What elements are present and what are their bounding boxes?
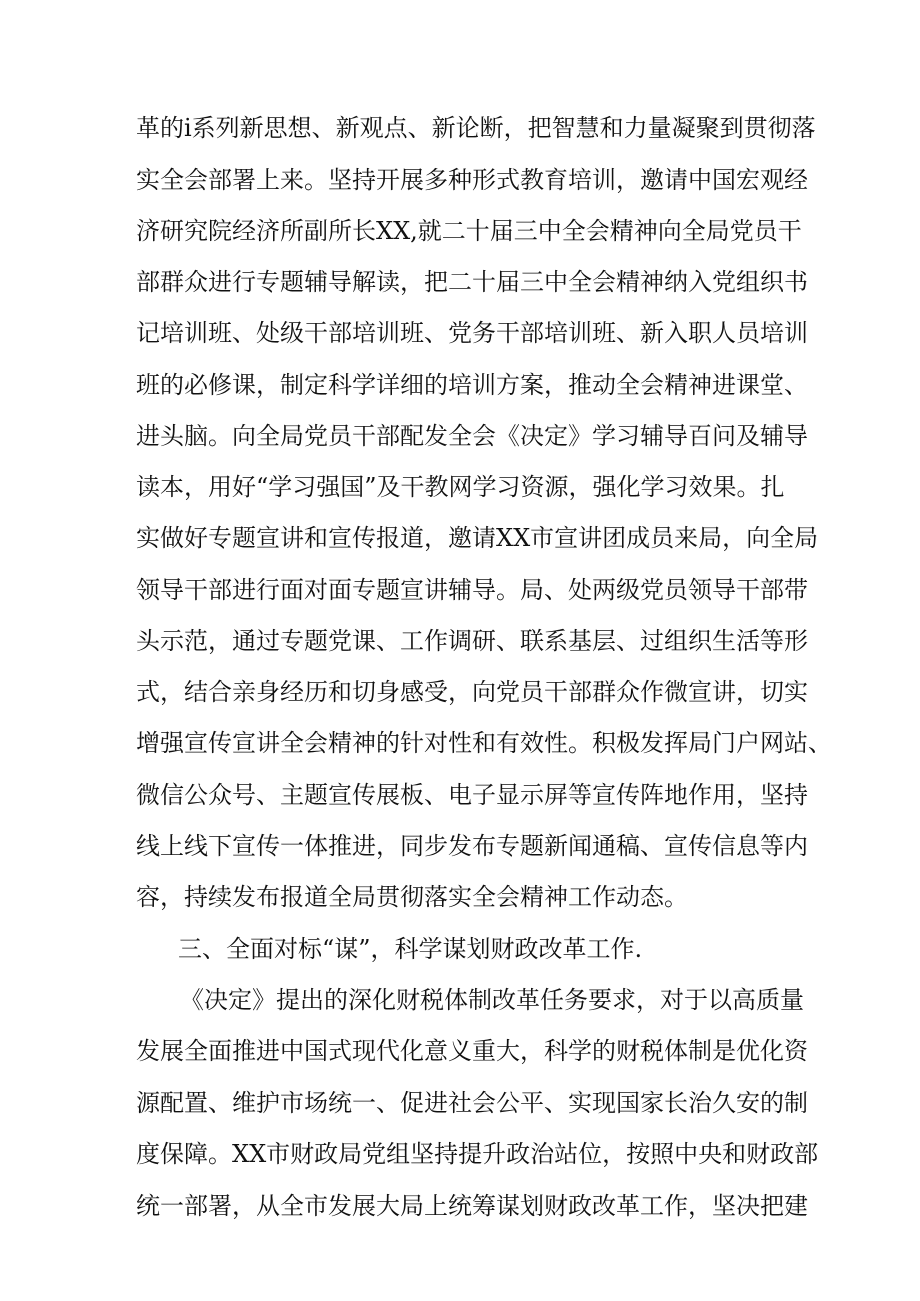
body-line: 度保障。XX市财政局党组坚持提升政治站位，按照中央和财政部 (136, 1140, 819, 1168)
body-line: 实全会部署上来。坚持开展多种形式教育培训，邀请中国宏观经 (136, 166, 808, 194)
body-line: 源配置、维护市场统一、促进社会公平、实现国家长治久安的制 (136, 1089, 808, 1117)
body-line: 革的i系列新思想、新观点、新论断，把智慧和力量凝聚到贯彻落 (136, 114, 816, 142)
body-line: 济研究院经济所副所长XX,就二十届三中全会精神向全局党员干 (136, 217, 802, 245)
body-line: 式，结合亲身经历和切身感受，向党员干部群众作微宣讲，切实 (136, 678, 808, 706)
body-line: 增强宣传宣讲全会精神的针对性和有效性。积极发挥局门户网站、 (136, 729, 832, 757)
body-line: 班的必修课，制定科学详细的培训方案，推动全会精神进课堂、 (136, 371, 808, 399)
body-line: 进头脑。向全局党员干部配发全会《决定》学习辅导百问及辅导 (136, 422, 808, 450)
body-line: 容，持续发布报道全局贯彻落实全会精神工作动态。 (136, 883, 688, 911)
body-line: 《决定》提出的深化财税体制改革任务要求，对于以高质量 (180, 986, 804, 1014)
body-line: 读本，用好“学习强国”及干教网学习资源，强化学习效果。扎 (136, 473, 785, 501)
body-line: 领导干部进行面对面专题宣讲辅导。局、处两级党员领导干部带 (136, 576, 808, 604)
body-line: 统一部署，从全市发展大局上统筹谋划财政改革工作，坚决把建 (136, 1192, 808, 1220)
body-line: 部群众进行专题辅导解读，把二十届三中全会精神纳入党组织书 (136, 268, 808, 296)
body-line: 实做好专题宣讲和宣传报道，邀请XX市宣讲团成员来局，向全局 (136, 524, 819, 552)
section-heading: 三、全面对标“谋”，科学谋划财政改革工作. (178, 935, 643, 963)
body-line: 发展全面推进中国式现代化意义重大，科学的财税体制是优化资 (136, 1037, 808, 1065)
body-line: 头示范，通过专题党课、工作调研、联系基层、过组织生活等形 (136, 627, 808, 655)
body-line: 线上线下宣传一体推进，同步发布专题新闻通稿、宣传信息等内 (136, 832, 808, 860)
body-line: 微信公众号、主题宣传展板、电子显示屏等宣传阵地作用，坚持 (136, 781, 808, 809)
body-line: 记培训班、处级干部培训班、党务干部培训班、新入职人员培训 (136, 319, 808, 347)
